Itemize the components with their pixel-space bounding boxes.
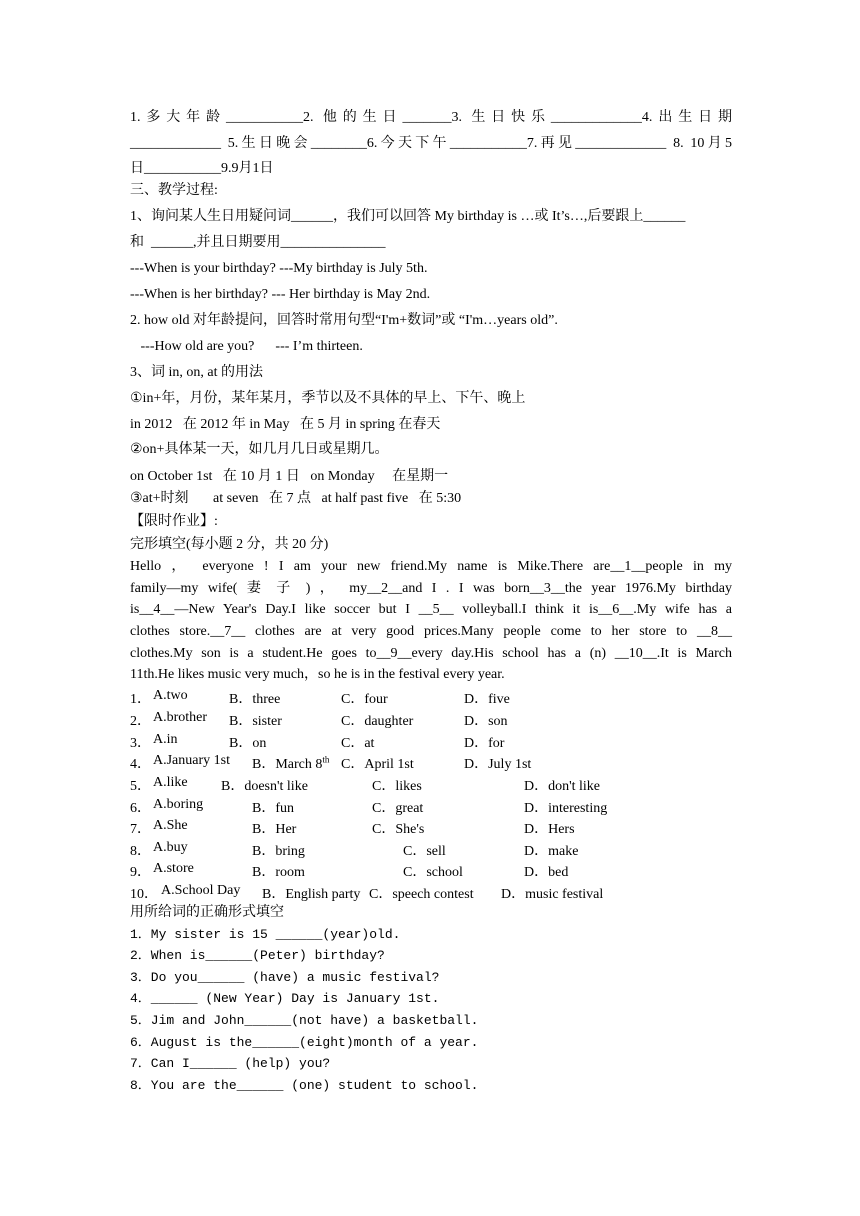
option-b: B．Her — [252, 822, 297, 837]
option-a: A.boring — [153, 797, 204, 812]
option-a: A.brother — [153, 710, 208, 725]
option-d: D．make — [524, 844, 579, 859]
fill-title: 用所给词的正确形式填空 — [130, 905, 284, 920]
option-d: D．five — [464, 692, 510, 707]
option-b: B．bring — [252, 844, 305, 859]
option-d: D．son — [464, 714, 508, 729]
point2-example: ---How old are you? --- I’m thirteen. — [130, 339, 363, 354]
option-d: D．bed — [524, 865, 569, 880]
point1-line2: 和 ______,并且日期要用_______________ — [130, 235, 386, 250]
option-b — [252, 753, 329, 773]
point2: 2. how old 对年龄提问，回答时常用句型“I'm+数词”或 “I'm…years old”. — [130, 313, 558, 328]
section-title: 三、教学过程: — [130, 183, 218, 198]
passage-line: 11th.He likes music very much，so he is in the festival every year. — [130, 667, 505, 682]
option-c: C．sell — [403, 844, 446, 859]
fill-item: 6．August is the______(eight)month of a year. — [130, 1035, 479, 1050]
option-d: D．don't like — [524, 779, 601, 794]
option-d: D．music festival — [501, 887, 604, 902]
option-b-text: B．March 8 — [252, 757, 323, 772]
option-a: A.She — [153, 818, 188, 833]
fill-item: 1．My sister is 15 ______(year)old. — [130, 927, 401, 942]
option-c: C．speech contest — [369, 887, 474, 902]
option-b: B．sister — [229, 714, 282, 729]
vocab-line-2: _____________ 5.生日晚会________6.今天下午___________7.再见_____________ 8. 10月5 — [130, 136, 732, 151]
option-c: C．likes — [372, 779, 422, 794]
option-c: C．She's — [372, 822, 425, 837]
point1-line1: 1、询问某人生日用疑问词______，我们可以回答 My birthday is …或 It’s…,后要跟上______ — [130, 209, 686, 224]
question-number: 10． — [130, 887, 158, 902]
option-a: A.School Day — [161, 883, 241, 898]
option-c: C．school — [403, 865, 463, 880]
option-b: B．room — [252, 865, 305, 880]
question-number: 9． — [130, 865, 151, 880]
option-d: D．interesting — [524, 801, 608, 816]
option-d: D．for — [464, 736, 505, 751]
in-rule: ①in+年，月份，某年某月，季节以及不具体的早上、下午、晚上 — [130, 391, 526, 406]
option-d: D．July 1st — [464, 757, 532, 772]
question-number: 8． — [130, 844, 151, 859]
option-d: D．Hers — [524, 822, 575, 837]
passage-line: clothes store.__7__ clothes are at very good prices.Many people come to her store to __8__ — [130, 624, 732, 639]
question-number: 6． — [130, 801, 151, 816]
vocab-line-3: 日___________9.9月1日 — [130, 161, 274, 176]
option-c: C．four — [341, 692, 388, 707]
at-rule: ③at+时刻 at seven 在 7 点 at half past five 在 5:30 — [130, 491, 462, 506]
fill-item: 5．Jim and John______(not have) a basketball. — [130, 1013, 479, 1028]
on-example: on October 1st 在 10 月 1 日 on Monday 在星期一 — [130, 469, 449, 484]
cloze-title: 完形填空(每小题 2 分，共 20 分) — [130, 537, 329, 552]
example-2: ---When is her birthday? --- Her birthday is May 2nd. — [130, 287, 431, 302]
option-c: C．daughter — [341, 714, 414, 729]
option-c: C．great — [372, 801, 424, 816]
fill-item: 2．When is______(Peter) birthday? — [130, 948, 385, 963]
question-number: 1． — [130, 692, 151, 707]
option-a: A.like — [153, 775, 188, 790]
option-b: B．English party — [262, 887, 361, 902]
fill-item: 4．______ (New Year) Day is January 1st. — [130, 991, 440, 1006]
option-a: A.store — [153, 861, 194, 876]
option-a: A.two — [153, 688, 188, 703]
question-number: 5． — [130, 779, 151, 794]
question-number: 4． — [130, 757, 151, 772]
option-a: A.buy — [153, 840, 188, 855]
option-a: A.January 1st — [153, 753, 230, 768]
fill-item: 8．You are the______ (one) student to school. — [130, 1078, 479, 1093]
option-b: B．doesn't like — [221, 779, 308, 794]
point3-title: 3、词 in, on, at 的用法 — [130, 365, 263, 380]
option-c: C．April 1st — [341, 757, 414, 772]
passage-line: clothes.My son is a student.He goes to__9__every day.His school has a (n) __10__.It is March — [130, 646, 732, 661]
vocab-line-1: 1.多大年龄___________2. 他的生日_______3. 生日快乐_____________4.出生日期 — [130, 110, 732, 125]
ordinal-suffix: th — [322, 754, 330, 765]
in-example: in 2012 在 2012 年 in May 在 5 月 in spring 在春天 — [130, 417, 441, 432]
question-number: 7． — [130, 822, 151, 837]
passage-line: is__4__—New Year's Day.I like soccer but I __5__ volleyball.I think it is__6__.My wife has a — [130, 602, 732, 617]
option-b: B．on — [229, 736, 267, 751]
passage-line: family—my wife( 妻 子 ) ， my__2__and I . I was born__3__the year 1976.My birthday — [130, 581, 732, 596]
question-number: 3． — [130, 736, 151, 751]
option-b: B．three — [229, 692, 281, 707]
option-b: B．fun — [252, 801, 294, 816]
homework-title: 【限时作业】: — [130, 514, 218, 529]
option-a: A.in — [153, 732, 178, 747]
option-c: C．at — [341, 736, 375, 751]
passage-line: Hello ， everyone ! I am your new friend.My name is Mike.There are__1__people in my — [130, 559, 732, 574]
example-1: ---When is your birthday? ---My birthday is July 5th. — [130, 261, 428, 276]
fill-item: 7．Can I______ (help) you? — [130, 1056, 331, 1071]
on-rule: ②on+具体某一天，如几月几日或星期几。 — [130, 442, 389, 457]
fill-item: 3．Do you______ (have) a music festival? — [130, 970, 440, 985]
question-number: 2． — [130, 714, 151, 729]
